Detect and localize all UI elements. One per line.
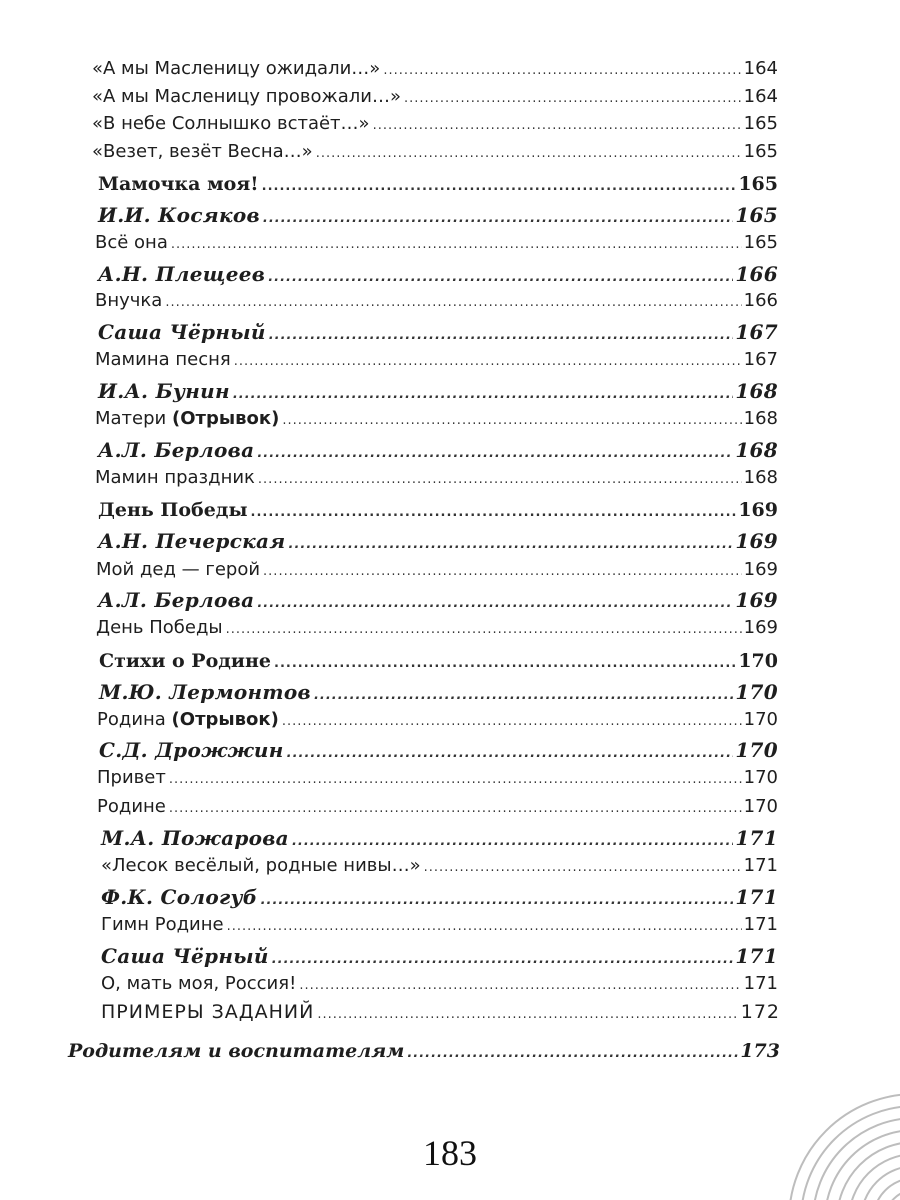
toc-entry [95,410,778,428]
toc-entry-title: День Победы [98,499,248,521]
decorative-swirl [770,1030,900,1200]
toc-entry-page: 173 [740,1040,780,1062]
dot-leader [314,689,733,702]
toc-entry-title: А.Н. Печерская [98,529,286,553]
toc-entry [98,322,778,342]
dot-leader [274,657,736,670]
toc-entry [101,916,778,934]
dot-leader [282,414,741,427]
toc-entry-title: Родителям и воспитателям [68,1040,405,1062]
dot-leader [282,715,742,728]
dot-leader [233,388,734,401]
toc-entry [101,887,778,907]
toc-entry-page: 169 [743,617,778,638]
toc-entry [95,234,778,252]
toc-entry-page: 164 [743,58,778,79]
toc-entry-page: 170 [735,680,778,704]
toc-entry [92,60,778,78]
toc-entry-page: 164 [743,86,778,107]
toc-entry-page: 168 [735,438,778,462]
dot-leader [169,773,742,786]
toc-entry-title: Ф.К. Сологуб [101,885,258,909]
toc-entry-title: И.И. Косяков [98,203,260,227]
toc-entry-page: 171 [743,855,778,876]
toc-entry [95,469,778,487]
dot-leader [404,92,742,105]
toc-entry [92,115,778,133]
toc-entry-title: М.А. Пожарова [101,826,289,850]
dot-leader [407,1047,738,1060]
toc-entry [95,292,778,310]
toc-entry [98,175,778,194]
toc-entry [99,652,778,671]
toc-entry-page: 170 [743,709,778,730]
dot-leader [272,953,734,966]
toc-entry [98,381,778,401]
toc-entry-page: 170 [735,738,778,762]
toc-entry-page: 171 [743,914,778,935]
toc-entry [99,740,778,760]
dot-leader [424,861,742,874]
toc-entry [101,828,778,848]
dot-leader [263,212,733,225]
dot-leader [171,238,742,251]
toc-entry-title: Родине [97,796,166,817]
dot-leader [169,802,742,815]
toc-entry-title: «Везет, везёт Весна…» [92,141,313,162]
toc-entry [98,531,778,551]
toc-entry-title: Мамина песня [95,349,231,370]
dot-leader [227,920,742,933]
toc-entry-page: 168 [743,408,778,429]
dot-leader [373,119,742,132]
toc-entry-title: Родина (Отрывок) [97,709,279,730]
toc-entry-title: Мамочка моя! [98,173,259,195]
toc-entry-page: 169 [743,559,778,580]
toc-entry-page: 170 [738,650,778,672]
toc-entry-page: 171 [735,826,778,850]
toc-entry-title: И.А. Бунин [98,379,230,403]
toc-entry-title: Матери (Отрывок) [95,408,280,429]
toc-entry [98,205,778,225]
dot-leader [251,506,737,519]
toc-entry [101,946,778,966]
toc-entry-title: А.Л. Берлова [98,438,255,462]
dot-leader [292,835,733,848]
toc-entry-title: Мамин праздник [95,467,255,488]
toc-entry-page: 169 [735,529,778,553]
dot-leader [289,538,734,551]
toc-entry [101,975,778,993]
toc-entry-page: 166 [743,290,778,311]
dot-leader [299,979,741,992]
toc-entry-title: С.Д. Дрожжин [99,738,284,762]
toc-entry [96,619,778,637]
toc-entry-page: 167 [735,320,778,344]
toc-entry [97,769,778,787]
toc-entry-title: «В небе Солнышко встаёт…» [92,113,370,134]
dot-leader [226,623,742,636]
toc-entry-title: «А мы Масленицу ожидали…» [92,58,381,79]
toc-entry [98,590,778,610]
page-number: 183 [423,1133,477,1173]
toc-entry-page: 172 [740,1001,780,1023]
toc-entry-title: Внучка [95,290,163,311]
dot-leader [258,473,742,486]
toc-entry [98,264,778,284]
toc-entry-page: 167 [743,349,778,370]
toc-entry-page: 165 [738,173,778,195]
toc-entry [92,143,778,161]
toc-entry [99,682,778,702]
toc-entry-title: Гимн Родине [101,914,224,935]
toc-entry-title: Привет [97,767,166,788]
toc-entry [98,501,778,520]
dot-leader [262,180,737,193]
toc-entry [101,1003,780,1022]
toc-entry-title: «А мы Масленицу провожали…» [92,86,401,107]
toc-entry [101,857,778,875]
toc-entry-title: Мой дед — герой [96,559,261,580]
toc-entry-page: 166 [735,262,778,286]
dot-leader [257,597,733,610]
toc-entry-page: 171 [735,885,778,909]
toc-entry [92,88,778,106]
dot-leader [383,64,741,77]
toc-entry-title: ПРИМЕРЫ ЗАДАНИЙ [101,1001,315,1023]
toc-entry [68,1042,780,1061]
toc-entry-page: 171 [735,944,778,968]
toc-entry-page: 171 [743,973,778,994]
toc-entry-title: Всё она [95,232,168,253]
dot-leader [317,1008,738,1021]
toc-entry-page: 165 [743,113,778,134]
toc-entry-title: Саша Чёрный [98,320,266,344]
toc-entry-title: О, мать моя, Россия! [101,973,297,994]
dot-leader [316,147,742,160]
toc-entry-title: А.Н. Плещеев [98,262,266,286]
toc-entry-title: А.Л. Берлова [98,588,255,612]
dot-leader [165,296,741,309]
toc-entry-page: 170 [743,796,778,817]
dot-leader [269,329,734,342]
dot-leader [234,355,742,368]
toc-entry [95,351,778,369]
toc-entry-page: 169 [735,588,778,612]
toc-entry [96,561,778,579]
toc-entry-page: 165 [743,232,778,253]
toc-entry-page: 165 [735,203,778,227]
toc-entry-page: 165 [743,141,778,162]
toc-entry [97,798,778,816]
toc-entry-page: 169 [738,499,778,521]
dot-leader [261,894,734,907]
dot-leader [287,747,734,760]
toc-entry-title: Саша Чёрный [101,944,269,968]
dot-leader [257,447,733,460]
toc-entry-title: М.Ю. Лермонтов [99,680,311,704]
toc-entry-page: 170 [743,767,778,788]
toc-entry-title: Стихи о Родине [99,650,272,672]
toc-entry [98,440,778,460]
toc-entry-title: «Лесок весёлый, родные нивы…» [101,855,421,876]
toc-entry-title: День Победы [96,617,223,638]
dot-leader [263,565,742,578]
toc-entry-page: 168 [735,379,778,403]
dot-leader [268,271,733,284]
toc-entry [97,711,778,729]
toc-entry-page: 168 [743,467,778,488]
